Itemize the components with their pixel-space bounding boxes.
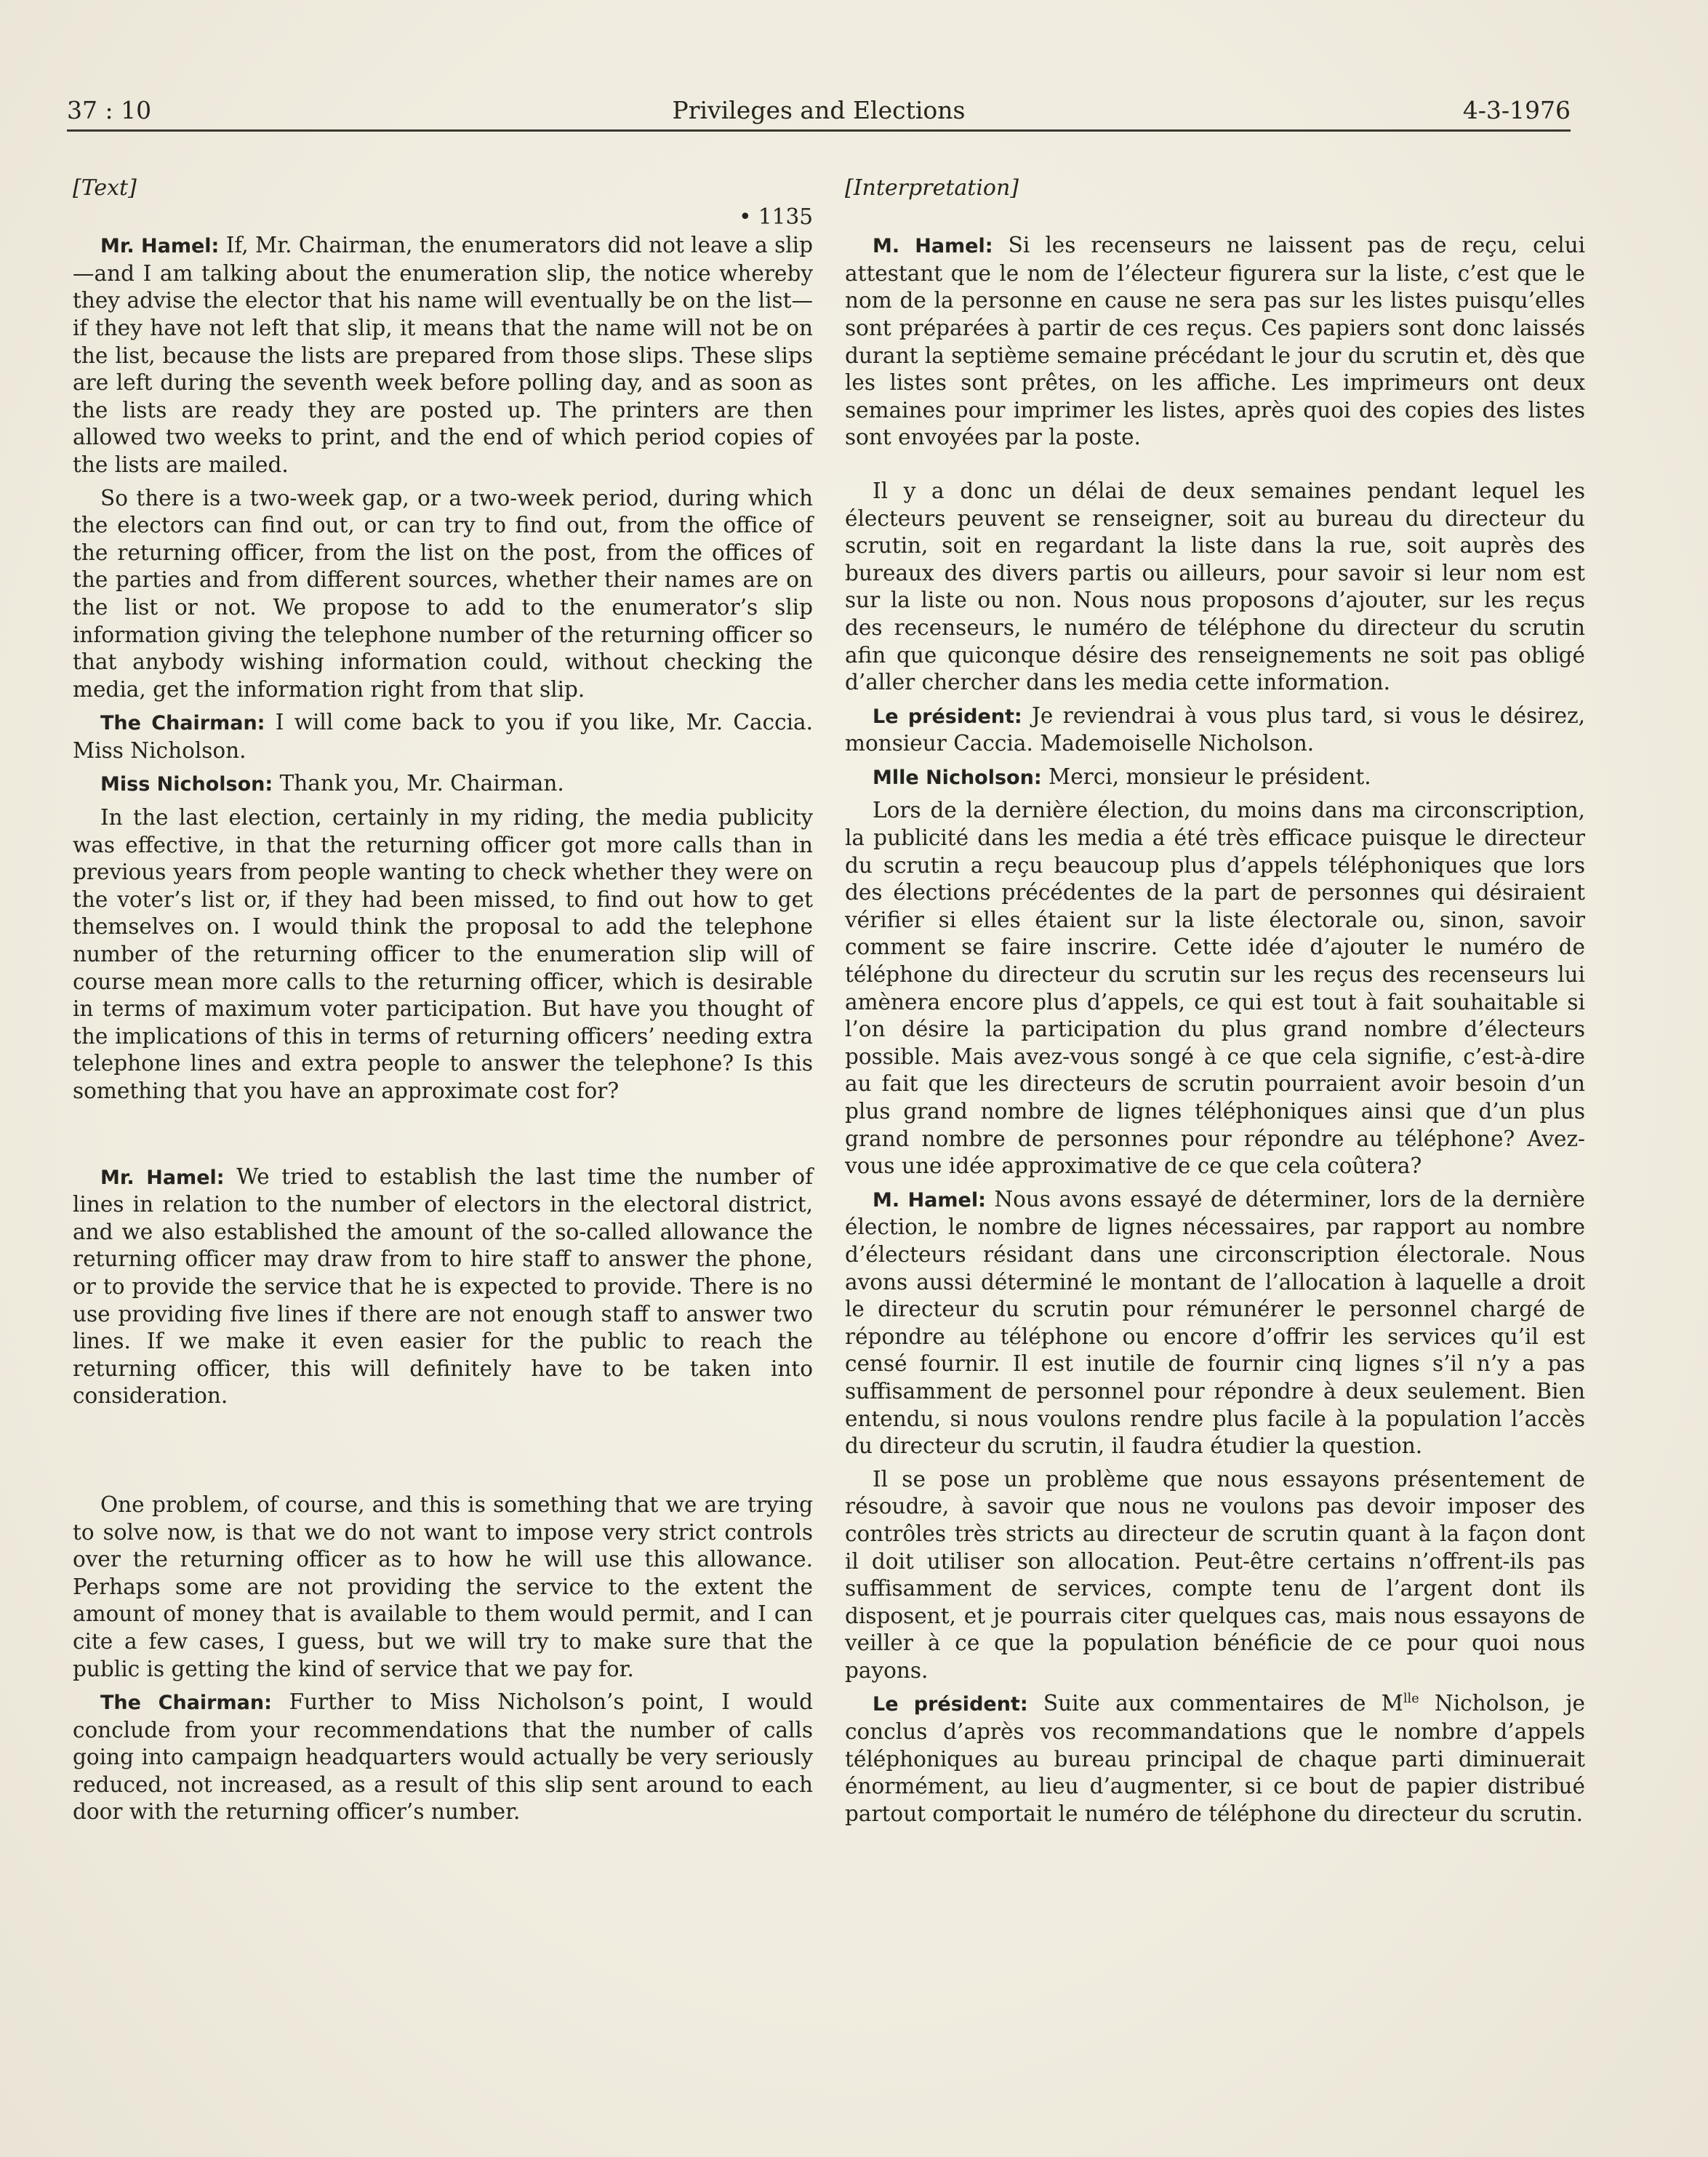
paragraph (845, 1690, 1585, 1828)
paragraph (845, 703, 1585, 758)
paragraph-text: Nous avons essayé de déterminer, lors de la dernière élection, le nombre de lignes nécessaires, par rapport au nombre d’électeurs résidant dans une circonscription électorale. Nous avons aussi déterminé le montant de l’allocation à laquelle a droit le directeur du scrutin pour rémunérer le personnel chargé de répondre au téléphone ou encore d’offrir les services qu’il est censé fournir. Il est inutile de fournir cinq lignes s’il n’y a pas suffisamment de personnel pour répondre à deux seulement. Bien entendu, si nous voulons rendre plus facile à la population l’accès du directeur du scrutin, il faudra étudier la question. (845, 1186, 1586, 1459)
paragraph-text: Si les recenseurs ne laissent pas de reçu, celui attestant que le nom de l’électeur figurera sur la liste, c’est que le nom de la personne en cause ne sera pas sur les listes puisqu’elles sont préparées à partir de ces reçus. Ces papiers sont donc laissés durant la septième semaine précédant le jour du scrutin et, dès que les listes sont prêtes, on les affiche. Les imprimeurs ont deux semaines pour imprimer les listes, après quoi des copies des listes sont envoyées par la poste. (845, 233, 1586, 450)
paragraph (73, 1689, 813, 1826)
paragraph (845, 1466, 1585, 1685)
speaker-name: Le président: (873, 1693, 1028, 1716)
interpretation-label: [Interpretation] (845, 175, 1019, 201)
speaker-name: M. Hamel: (873, 235, 993, 258)
paragraph-text: Nicholson, je conclus d’après vos recommandations que le nombre d’appels téléphoniques au bureau principal de chaque parti diminuerait énormément, au lieu d’augmenter, si ce bout de papier distribué partout comportait le numéro de téléphone du directeur du scrutin. (845, 1691, 1585, 1826)
speaker-name: Mlle Nicholson: (873, 766, 1042, 789)
french-column (845, 175, 1585, 1828)
paragraph-text: Il se pose un problème que nous essayons présentement de résoudre, à savoir que nous ne voulons pas devoir imposer des contrôles très stricts au directeur de scrutin quant à la façon dont il doit utiliser son allocation. Peut-être certains n’offrent-ils pas suffisamment de services, compte tenu de l’argent dont ils disposent, et je pourrais citer quelques cas, mais nous essayons de veiller à ce que la population bénéficie de ce pour quoi nous payons. (845, 1466, 1585, 1683)
paragraph-text: Lors de la dernière élection, du moins dans ma circonscription, la publicité dans les media a été très efficace puisque le directeur du scrutin a reçu beaucoup plus d’appels téléphoniques que lors des élections précédentes de la part de personnes qui désiraient vérifier si elles étaient sur la liste électorale ou, sinon, savoir comment se faire inscrire. Cette idée d’ajouter le numéro de téléphone du directeur du scrutin sur les reçus des recenseurs lui amènera encore plus d’appels, ce qui est tout à fait souhaitable si l’on désire la participation du plus grand nombre d’électeurs possible. Mais avez-vous songé à ce que cela signifie, c’est-à-dire au fait que les directeurs de scrutin pourraient avoir besoin d’un plus grand nombre de lignes téléphoniques ainsi que d’un plus grand nombre de personnes pour répondre au téléphone? Avez-vous une idée approximative de ce que cela coûtera? (845, 798, 1585, 1179)
english-column (73, 175, 813, 1826)
page-number: 37 : 10 (67, 96, 152, 124)
paragraph-text: Thank you, Mr. Chairman. (273, 771, 564, 796)
paragraph-text: If, Mr. Chairman, the enumerators did not leave a slip—and I am talking about the enumeration slip, the notice whereby they advise the elector that his name will eventually be on the list—if they have not left that slip, it means that the name will not be on the list, because the lists are prepared from those slips. These slips are left during the seventh week before polling day, and as soon as the lists are ready they are posted up. The printers are then allowed two weeks to print, and the end of which period copies of the lists are mailed. (73, 233, 813, 477)
paragraph-text: In the last election, certainly in my riding, the media publicity was effective, in that the returning officer got more calls than in previous years from people wanting to check whether they were on the voter’s list or, if they had been missed, to find out how to get themselves on. I would think the proposal to add the telephone number of the returning officer to the enumeration slip will of course mean more calls to the returning officer, which is desirable in terms of maximum voter participation. But have you thought of the implications of this in terms of returning officers’ needing extra telephone lines and extra people to answer the telephone? Is this something that you have an approximate cost for? (73, 805, 813, 1103)
paragraph-text: I will come back to you if you like, Mr. Caccia. Miss Nicholson. (73, 710, 813, 763)
paragraph (845, 478, 1585, 697)
paragraph-text: Il y a donc un délai de deux semaines pendant lequel les électeurs peuvent se renseigner, soit au bureau du directeur du scrutin, soit en regardant la liste dans la rue, soit auprès des bureaux des divers partis ou ailleurs, pour savoir si leur nom est sur la liste ou non. Nous nous proposons d’ajouter, sur les reçus des recenseurs, le numéro de téléphone du directeur du scrutin afin que quiconque désire des renseignements ne soit pas obligé d’aller chercher dans les media cette information. (845, 478, 1585, 695)
speaker-name: Le président: (873, 705, 1022, 728)
text-label: [Text] (73, 175, 137, 201)
paragraph-text: We tried to establish the last time the number of lines in relation to the number of electors in the electoral district, and we also established the amount of the so-called allowance the returning officer may draw from to hire staff to answer the phone, or to provide the service that he is expected to provide. There is no use providing five lines if there are not enough staff to answer two lines. If we make it even easier for the public to reach the returning officer, this will definitely have to be taken into consideration. (73, 1164, 813, 1409)
speaker-name: The Chairman: (100, 1692, 272, 1715)
paragraph (845, 764, 1585, 792)
paragraph (73, 770, 813, 799)
speaker-name: The Chairman: (100, 712, 265, 735)
time-marker-spacer (845, 204, 1585, 231)
paragraph (73, 232, 813, 479)
paragraph (73, 709, 813, 764)
paragraph (845, 1186, 1585, 1460)
paragraph-text: Je reviendrai à vous plus tard, si vous le désirez, monsieur Caccia. Mademoiselle Nicholson. (845, 703, 1586, 756)
publication-title: Privileges and Elections (672, 96, 966, 124)
paragraph (73, 804, 813, 1105)
speaker-name: Mr. Hamel: (100, 1166, 225, 1189)
paragraph-text: One problem, of course, and this is something that we are trying to solve now, is that we do not want to impose very strict controls over the returning officer as to how he will use this allowance. Perhaps some are not providing the service to the extent the amount of money that is available to them would permit, and I can cite a few cases, I guess, but we will try to make sure that the public is getting the kind of service that we pay for. (73, 1492, 813, 1681)
paragraph (73, 485, 813, 704)
paragraph-text: Further to Miss Nicholson’s point, I would conclude from your recommendations that the number of calls going into campaign headquarters would actually be very seriously reduced, not increased, as a result of this slip sent around to each door with the returning officer’s number. (73, 1689, 813, 1825)
page-date: 4-3-1976 (1462, 96, 1571, 124)
paragraph-text: So there is a two-week gap, or a two-week period, during which the electors can find out, or can try to find out, from the office of the returning officer, from the list on the post, from the offices of the parties and from different sources, whether their names are on the list or not. We propose to add to the enumerator’s slip information giving the telephone number of the returning officer so that anybody wishing information could, without checking the media, get the information right from that slip. (73, 485, 813, 702)
page-header (67, 86, 1571, 132)
paragraph-text: Suite aux commentaires de M (1027, 1691, 1403, 1716)
paragraph (73, 1492, 813, 1683)
time-marker: • 1135 (739, 204, 813, 229)
superscript: lle (1403, 1692, 1419, 1707)
paragraph (845, 797, 1585, 1180)
paragraph-text: Merci, monsieur le président. (1041, 764, 1371, 789)
speaker-name: Miss Nicholson: (100, 773, 273, 796)
paragraph (845, 232, 1585, 452)
paragraph (73, 1164, 813, 1410)
speaker-name: Mr. Hamel: (100, 235, 220, 258)
speaker-name: M. Hamel: (873, 1188, 986, 1212)
